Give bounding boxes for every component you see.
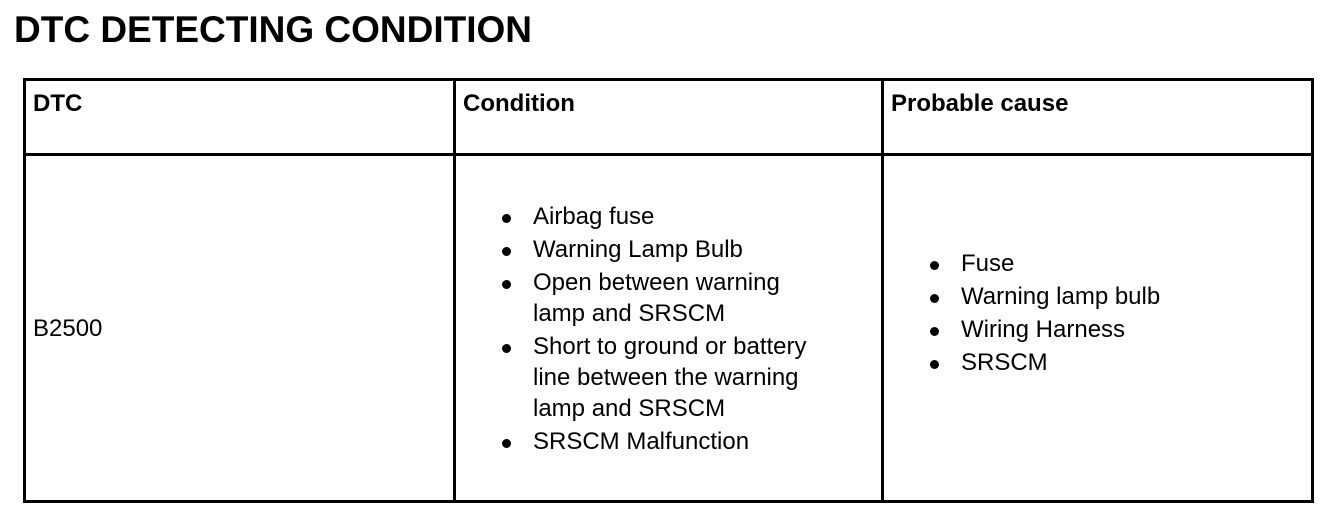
condition-list (456, 201, 881, 457)
list-item (884, 248, 1311, 279)
list-item (456, 267, 881, 329)
condition-text: Airbag fuse (533, 203, 655, 230)
bullet-icon (930, 294, 939, 303)
bullet-icon (930, 261, 939, 270)
cause-text: Fuse (961, 250, 1015, 277)
list-item (456, 426, 881, 457)
cause-text: SRSCM (961, 349, 1048, 376)
bullet-icon (502, 439, 511, 448)
table-row (25, 155, 1313, 502)
list-item (884, 347, 1311, 378)
list-item (456, 234, 881, 265)
bullet-icon (502, 247, 511, 256)
cause-text: Warning lamp bulb (961, 283, 1161, 310)
condition-cell (455, 155, 883, 502)
dtc-code-cell (25, 155, 455, 502)
header-dtc: DTC (25, 80, 455, 155)
page-title: DTC DETECTING CONDITION (14, 9, 532, 50)
bullet-icon (930, 327, 939, 336)
list-item (884, 314, 1311, 345)
dtc-table (23, 78, 1314, 503)
table-header-row (25, 80, 1313, 155)
bullet-icon (502, 344, 511, 353)
bullet-icon (502, 280, 511, 289)
condition-text: Short to ground or battery line between the warning lamp and SRSCM (533, 333, 807, 422)
probable-cause-list (884, 248, 1311, 378)
condition-text: Warning Lamp Bulb (533, 236, 743, 263)
probable-cause-cell (883, 155, 1313, 502)
list-item (456, 201, 881, 232)
header-probable-cause: Probable cause (883, 80, 1313, 155)
list-item (884, 281, 1311, 312)
condition-text: SRSCM Malfunction (533, 428, 750, 455)
condition-text: Open between warning lamp and SRSCM (533, 269, 780, 327)
dtc-code: B2500 (33, 314, 103, 342)
bullet-icon (930, 360, 939, 369)
cause-text: Wiring Harness (961, 316, 1126, 343)
header-condition: Condition (455, 80, 883, 155)
bullet-icon (502, 214, 511, 223)
list-item (456, 331, 881, 424)
